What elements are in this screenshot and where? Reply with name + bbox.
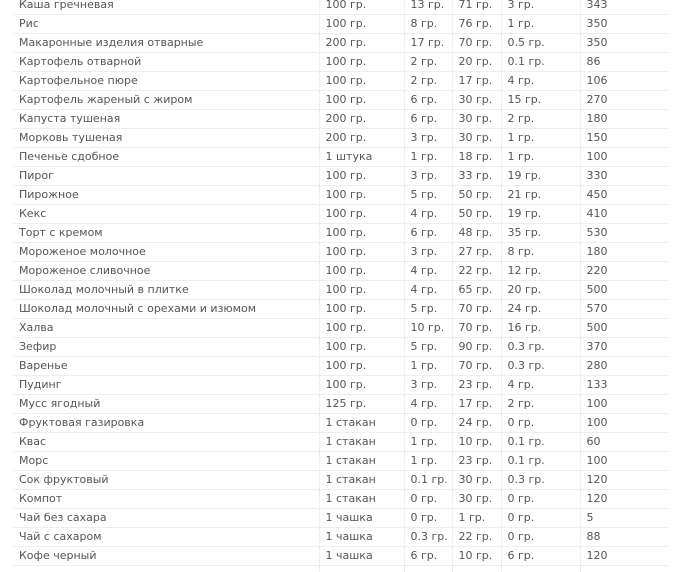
nutrition-table [13, 0, 668, 572]
empty-cell [452, 566, 501, 572]
portion-cell: 100 гр. [319, 300, 404, 319]
food-name-cell: Шоколад молочный с орехами и изюмом [13, 300, 319, 319]
kcal-cell: 100 [580, 414, 668, 433]
fat-cell: 3 гр. [501, 0, 580, 15]
protein-cell: 13 гр. [404, 0, 452, 15]
kcal-cell: 120 [580, 471, 668, 490]
portion-cell: 125 гр. [319, 395, 404, 414]
table-row [13, 72, 668, 91]
protein-cell: 6 гр. [404, 91, 452, 110]
food-name-cell: Морковь тушеная [13, 129, 319, 148]
kcal-cell: 150 [580, 129, 668, 148]
table-row [13, 509, 668, 528]
kcal-cell: 570 [580, 300, 668, 319]
food-name-cell: Капуста тушеная [13, 110, 319, 129]
protein-cell: 2 гр. [404, 53, 452, 72]
protein-cell: 0 гр. [404, 509, 452, 528]
fat-cell: 0 гр. [501, 414, 580, 433]
fat-cell: 35 гр. [501, 224, 580, 243]
food-name-cell: Мороженое сливочное [13, 262, 319, 281]
food-name-cell: Мусс ягодный [13, 395, 319, 414]
carbs-cell: 27 гр. [452, 243, 501, 262]
carbs-cell: 76 гр. [452, 15, 501, 34]
kcal-cell: 133 [580, 376, 668, 395]
portion-cell: 100 гр. [319, 167, 404, 186]
protein-cell: 0 гр. [404, 414, 452, 433]
food-name-cell: Кекс [13, 205, 319, 224]
food-name-cell: Кофе черный [13, 547, 319, 566]
portion-cell: 100 гр. [319, 243, 404, 262]
portion-cell: 200 гр. [319, 129, 404, 148]
protein-cell: 5 гр. [404, 300, 452, 319]
kcal-cell: 5 [580, 509, 668, 528]
portion-cell: 100 гр. [319, 0, 404, 15]
fat-cell: 20 гр. [501, 281, 580, 300]
kcal-cell: 343 [580, 0, 668, 15]
protein-cell: 4 гр. [404, 262, 452, 281]
fat-cell: 0.1 гр. [501, 53, 580, 72]
fat-cell: 4 гр. [501, 376, 580, 395]
carbs-cell: 30 гр. [452, 490, 501, 509]
protein-cell: 0.1 гр. [404, 471, 452, 490]
fat-cell: 1 гр. [501, 15, 580, 34]
fat-cell: 6 гр. [501, 547, 580, 566]
carbs-cell: 90 гр. [452, 338, 501, 357]
table-row [13, 357, 668, 376]
portion-cell: 100 гр. [319, 376, 404, 395]
table-row [13, 300, 668, 319]
kcal-cell: 100 [580, 452, 668, 471]
carbs-cell: 50 гр. [452, 186, 501, 205]
carbs-cell: 20 гр. [452, 53, 501, 72]
empty-cell [404, 566, 452, 572]
portion-cell: 1 стакан [319, 433, 404, 452]
table-row [13, 0, 668, 15]
food-name-cell: Квас [13, 433, 319, 452]
food-name-cell: Фруктовая газировка [13, 414, 319, 433]
portion-cell: 100 гр. [319, 319, 404, 338]
table-row [13, 129, 668, 148]
protein-cell: 0.3 гр. [404, 528, 452, 547]
protein-cell: 6 гр. [404, 547, 452, 566]
carbs-cell: 23 гр. [452, 452, 501, 471]
portion-cell: 100 гр. [319, 72, 404, 91]
portion-cell: 200 гр. [319, 110, 404, 129]
table-row [13, 91, 668, 110]
portion-cell: 100 гр. [319, 205, 404, 224]
empty-cell [13, 566, 319, 572]
table-row [13, 205, 668, 224]
food-name-cell: Картофель жареный с жиром [13, 91, 319, 110]
kcal-cell: 330 [580, 167, 668, 186]
table-row [13, 281, 668, 300]
table-row [13, 319, 668, 338]
carbs-cell: 22 гр. [452, 262, 501, 281]
portion-cell: 1 чашка [319, 547, 404, 566]
food-name-cell: Мороженое молочное [13, 243, 319, 262]
table-row [13, 471, 668, 490]
portion-cell: 100 гр. [319, 262, 404, 281]
table-row [13, 338, 668, 357]
portion-cell: 100 гр. [319, 338, 404, 357]
fat-cell: 0 гр. [501, 490, 580, 509]
kcal-cell: 88 [580, 528, 668, 547]
fat-cell: 2 гр. [501, 110, 580, 129]
carbs-cell: 65 гр. [452, 281, 501, 300]
food-name-cell: Компот [13, 490, 319, 509]
fat-cell: 8 гр. [501, 243, 580, 262]
carbs-cell: 30 гр. [452, 471, 501, 490]
carbs-cell: 1 гр. [452, 509, 501, 528]
protein-cell: 17 гр. [404, 34, 452, 53]
table-row [13, 452, 668, 471]
carbs-cell: 24 гр. [452, 414, 501, 433]
fat-cell: 21 гр. [501, 186, 580, 205]
kcal-cell: 120 [580, 490, 668, 509]
fat-cell: 19 гр. [501, 205, 580, 224]
carbs-cell: 22 гр. [452, 528, 501, 547]
portion-cell: 100 гр. [319, 357, 404, 376]
food-name-cell: Картофельное пюре [13, 72, 319, 91]
empty-cell [580, 566, 668, 572]
portion-cell: 1 стакан [319, 414, 404, 433]
food-name-cell: Пирожное [13, 186, 319, 205]
protein-cell: 3 гр. [404, 243, 452, 262]
kcal-cell: 220 [580, 262, 668, 281]
protein-cell: 3 гр. [404, 129, 452, 148]
carbs-cell: 30 гр. [452, 91, 501, 110]
carbs-cell: 71 гр. [452, 0, 501, 15]
table-row [13, 262, 668, 281]
food-name-cell: Варенье [13, 357, 319, 376]
food-name-cell: Макаронные изделия отварные [13, 34, 319, 53]
food-name-cell: Пудинг [13, 376, 319, 395]
nutrition-table-body [13, 0, 668, 572]
food-name-cell: Сок фруктовый [13, 471, 319, 490]
fat-cell: 16 гр. [501, 319, 580, 338]
portion-cell: 1 стакан [319, 471, 404, 490]
table-row [13, 148, 668, 167]
portion-cell: 100 гр. [319, 186, 404, 205]
table-row-cut-off [13, 566, 668, 572]
protein-cell: 6 гр. [404, 110, 452, 129]
fat-cell: 0.3 гр. [501, 338, 580, 357]
kcal-cell: 350 [580, 34, 668, 53]
carbs-cell: 70 гр. [452, 300, 501, 319]
kcal-cell: 86 [580, 53, 668, 72]
kcal-cell: 450 [580, 186, 668, 205]
table-row [13, 414, 668, 433]
food-name-cell: Халва [13, 319, 319, 338]
portion-cell: 200 гр. [319, 34, 404, 53]
fat-cell: 0 гр. [501, 528, 580, 547]
fat-cell: 1 гр. [501, 148, 580, 167]
food-name-cell: Картофель отварной [13, 53, 319, 72]
portion-cell: 1 чашка [319, 509, 404, 528]
carbs-cell: 10 гр. [452, 547, 501, 566]
carbs-cell: 70 гр. [452, 357, 501, 376]
table-row [13, 528, 668, 547]
kcal-cell: 100 [580, 148, 668, 167]
carbs-cell: 50 гр. [452, 205, 501, 224]
protein-cell: 4 гр. [404, 205, 452, 224]
table-row [13, 243, 668, 262]
portion-cell: 1 штука [319, 148, 404, 167]
kcal-cell: 60 [580, 433, 668, 452]
food-name-cell: Зефир [13, 338, 319, 357]
protein-cell: 6 гр. [404, 224, 452, 243]
protein-cell: 8 гр. [404, 15, 452, 34]
fat-cell: 15 гр. [501, 91, 580, 110]
table-row [13, 186, 668, 205]
table-row [13, 110, 668, 129]
kcal-cell: 530 [580, 224, 668, 243]
fat-cell: 0.1 гр. [501, 452, 580, 471]
table-row [13, 167, 668, 186]
carbs-cell: 70 гр. [452, 319, 501, 338]
fat-cell: 2 гр. [501, 395, 580, 414]
protein-cell: 5 гр. [404, 338, 452, 357]
portion-cell: 100 гр. [319, 281, 404, 300]
table-row [13, 53, 668, 72]
portion-cell: 100 гр. [319, 91, 404, 110]
protein-cell: 3 гр. [404, 376, 452, 395]
portion-cell: 100 гр. [319, 15, 404, 34]
kcal-cell: 500 [580, 319, 668, 338]
kcal-cell: 270 [580, 91, 668, 110]
kcal-cell: 350 [580, 15, 668, 34]
table-row [13, 395, 668, 414]
portion-cell: 100 гр. [319, 224, 404, 243]
fat-cell: 1 гр. [501, 129, 580, 148]
protein-cell: 4 гр. [404, 395, 452, 414]
fat-cell: 0.5 гр. [501, 34, 580, 53]
carbs-cell: 17 гр. [452, 395, 501, 414]
carbs-cell: 23 гр. [452, 376, 501, 395]
food-name-cell: Шоколад молочный в плитке [13, 281, 319, 300]
fat-cell: 4 гр. [501, 72, 580, 91]
portion-cell: 1 стакан [319, 452, 404, 471]
table-row [13, 15, 668, 34]
kcal-cell: 120 [580, 547, 668, 566]
portion-cell: 1 чашка [319, 528, 404, 547]
food-name-cell: Чай без сахара [13, 509, 319, 528]
carbs-cell: 30 гр. [452, 110, 501, 129]
fat-cell: 0.3 гр. [501, 357, 580, 376]
kcal-cell: 370 [580, 338, 668, 357]
fat-cell: 0 гр. [501, 509, 580, 528]
fat-cell: 24 гр. [501, 300, 580, 319]
table-row [13, 376, 668, 395]
table-row [13, 224, 668, 243]
table-row [13, 433, 668, 452]
carbs-cell: 18 гр. [452, 148, 501, 167]
protein-cell: 1 гр. [404, 357, 452, 376]
carbs-cell: 48 гр. [452, 224, 501, 243]
carbs-cell: 10 гр. [452, 433, 501, 452]
protein-cell: 0 гр. [404, 490, 452, 509]
protein-cell: 1 гр. [404, 452, 452, 471]
kcal-cell: 180 [580, 110, 668, 129]
kcal-cell: 180 [580, 243, 668, 262]
kcal-cell: 100 [580, 395, 668, 414]
protein-cell: 1 гр. [404, 148, 452, 167]
carbs-cell: 17 гр. [452, 72, 501, 91]
table-row [13, 547, 668, 566]
kcal-cell: 500 [580, 281, 668, 300]
kcal-cell: 410 [580, 205, 668, 224]
fat-cell: 12 гр. [501, 262, 580, 281]
fat-cell: 0.3 гр. [501, 471, 580, 490]
fat-cell: 0.1 гр. [501, 433, 580, 452]
table-row [13, 34, 668, 53]
kcal-cell: 280 [580, 357, 668, 376]
food-name-cell: Каша гречневая [13, 0, 319, 15]
table-row [13, 490, 668, 509]
protein-cell: 1 гр. [404, 433, 452, 452]
protein-cell: 10 гр. [404, 319, 452, 338]
portion-cell: 100 гр. [319, 53, 404, 72]
empty-cell [501, 566, 580, 572]
food-name-cell: Морс [13, 452, 319, 471]
carbs-cell: 70 гр. [452, 34, 501, 53]
protein-cell: 2 гр. [404, 72, 452, 91]
protein-cell: 3 гр. [404, 167, 452, 186]
food-name-cell: Рис [13, 15, 319, 34]
portion-cell: 1 стакан [319, 490, 404, 509]
food-name-cell: Торт с кремом [13, 224, 319, 243]
carbs-cell: 30 гр. [452, 129, 501, 148]
protein-cell: 4 гр. [404, 281, 452, 300]
kcal-cell: 106 [580, 72, 668, 91]
carbs-cell: 33 гр. [452, 167, 501, 186]
fat-cell: 19 гр. [501, 167, 580, 186]
food-name-cell: Чай с сахаром [13, 528, 319, 547]
empty-cell [319, 566, 404, 572]
food-name-cell: Пирог [13, 167, 319, 186]
food-name-cell: Печенье сдобное [13, 148, 319, 167]
protein-cell: 5 гр. [404, 186, 452, 205]
